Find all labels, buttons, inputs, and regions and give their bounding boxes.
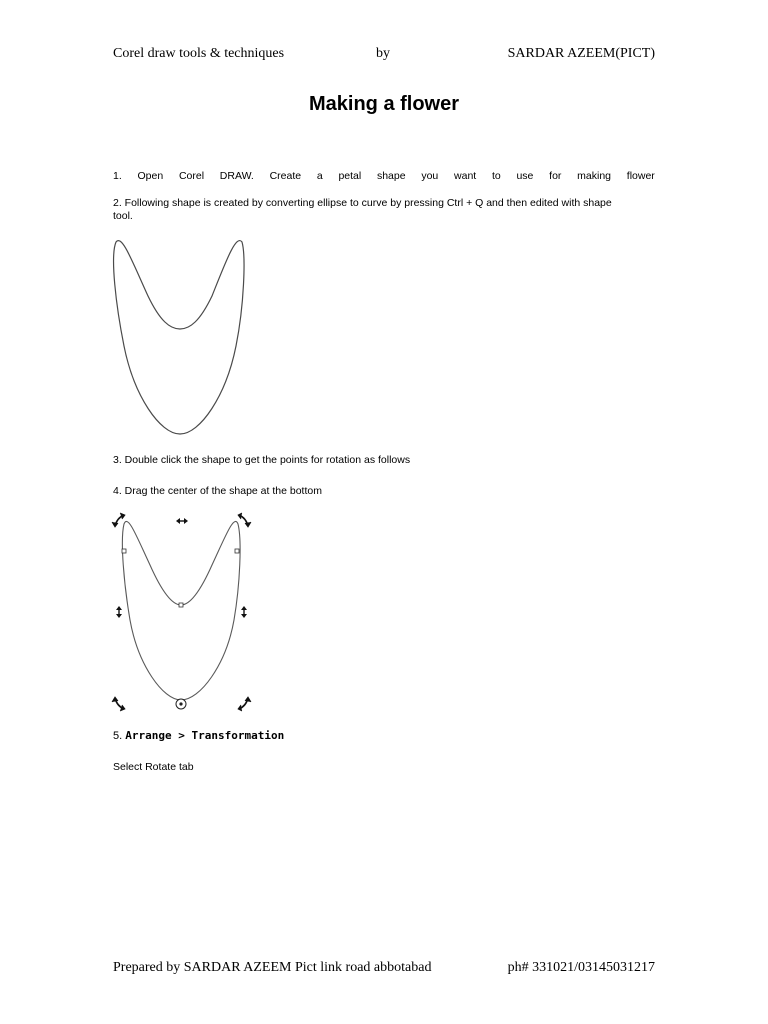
- skew-arrow-right-icon: [241, 606, 247, 618]
- page-title: Making a flower: [308, 93, 460, 115]
- step-1-word: Open: [137, 170, 164, 182]
- footer-phone: ph# 331021/03145031217: [507, 960, 655, 975]
- skew-arrow-left-icon: [116, 606, 122, 618]
- petal-outline: [122, 521, 240, 700]
- skew-arrow-top-icon: [176, 518, 188, 524]
- rotate-arrow-bottom-right-icon: [238, 697, 251, 711]
- step-1-word: Corel: [178, 170, 205, 182]
- step-3: 3. Double click the shape to get the points for rotation as follows: [113, 454, 411, 466]
- rotation-center-icon: [176, 699, 186, 709]
- step-1-word: making: [577, 170, 612, 182]
- step-1: [113, 170, 655, 182]
- step-5-number: 5.: [113, 730, 123, 742]
- step-1-word: flower: [626, 170, 655, 182]
- node-right-marker: [235, 549, 239, 553]
- petal-rotation-illustration: [108, 510, 258, 710]
- step-2-line-1: 2. Following shape is created by converting ellipse to curve by pressing Ctrl + Q and then edited with shape: [113, 197, 612, 209]
- menu-path: Arrange > Transformation: [125, 729, 285, 742]
- select-rotate-instruction: Select Rotate tab: [113, 761, 194, 773]
- step-1-word: to: [491, 170, 501, 182]
- step-1-word: Create: [269, 170, 302, 182]
- header-by: by: [376, 46, 390, 61]
- header-left: Corel draw tools & techniques: [113, 46, 285, 61]
- rotate-arrow-top-right-icon: [238, 513, 251, 527]
- step-1-word: 1.: [113, 170, 122, 182]
- step-2-line-2: tool.: [113, 210, 133, 222]
- step-1-word: DRAW.: [219, 170, 254, 182]
- step-1-word: use: [516, 170, 534, 182]
- step-1-word: shape: [376, 170, 406, 182]
- rotate-arrow-top-left-icon: [112, 513, 125, 527]
- node-left-marker: [122, 549, 126, 553]
- step-5: [113, 729, 284, 743]
- petal-shape-illustration: [110, 236, 250, 436]
- step-1-word: petal: [338, 170, 362, 182]
- step-1-word: for: [549, 170, 562, 182]
- step-2: [113, 197, 658, 223]
- step-1-word: you: [421, 170, 439, 182]
- petal-outline: [114, 241, 244, 434]
- header-author: SARDAR AZEEM(PICT): [507, 46, 655, 61]
- rotate-arrow-bottom-left-icon: [112, 697, 125, 711]
- node-center-marker: [179, 603, 183, 607]
- step-1-word: want: [454, 170, 477, 182]
- footer-left: Prepared by SARDAR AZEEM Pict link road abbotabad: [113, 960, 432, 975]
- step-4: 4. Drag the center of the shape at the bottom: [113, 485, 322, 497]
- step-1-word: a: [316, 170, 323, 182]
